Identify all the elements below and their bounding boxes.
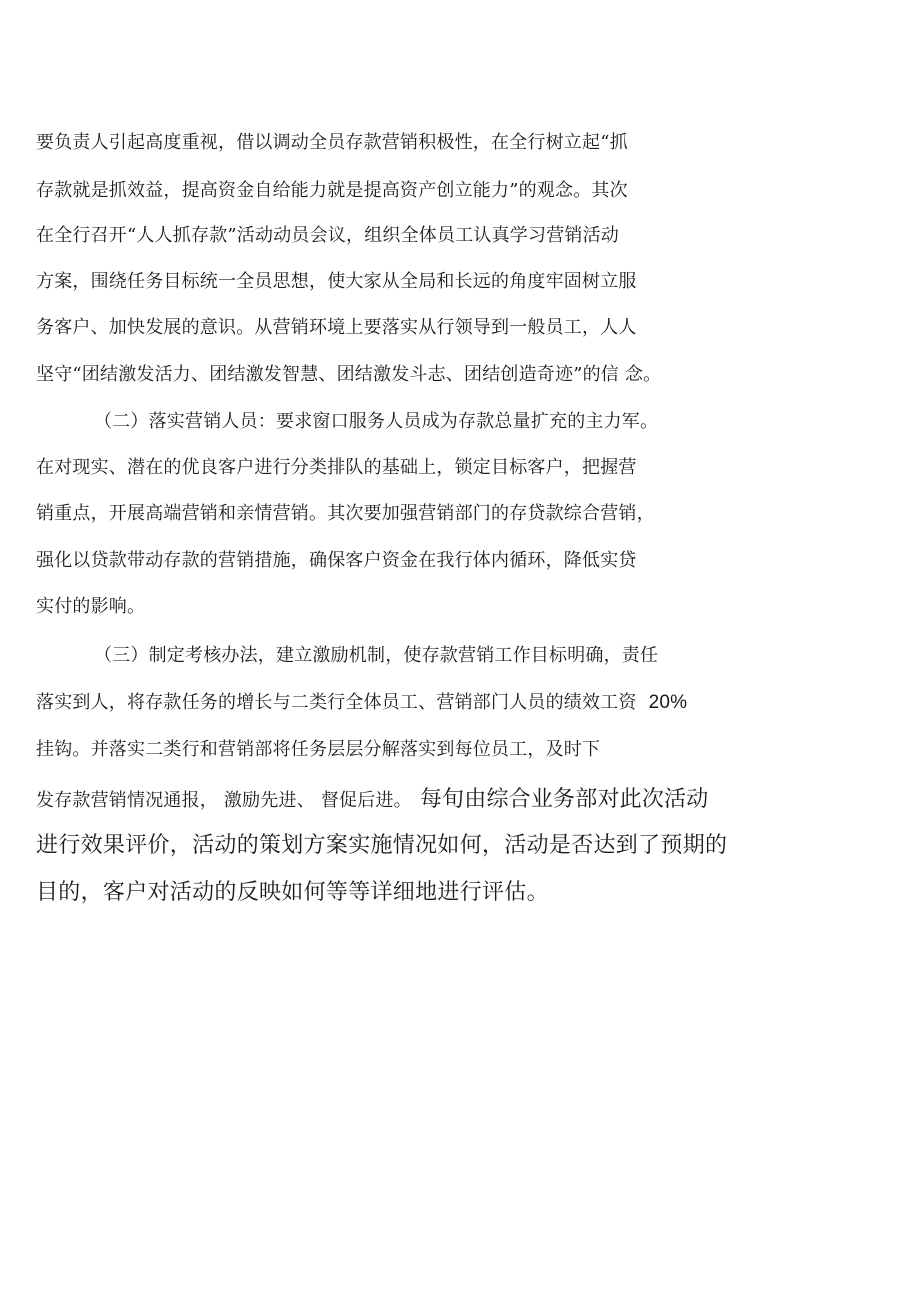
paragraph-1-line-3: 在全行召开“人人抓存款”活动动员会议，组织全体员工认真学习营销活动 (36, 225, 620, 246)
paragraph-3-line-3: 挂钩。并落实二类行和营销部将任务层层分解落实到每位员工，及时下 (36, 739, 601, 760)
paragraph-1-line-5: 务客户、加快发展的意识。从营销环境上要落实从行领导到一般员工，人人 (36, 317, 637, 338)
paragraph-3-line-2 (36, 691, 687, 715)
paragraph-1-line-1: 要负责人引起高度重视，借以调动全员存款营销积极性，在全行树立起“抓 (36, 132, 628, 153)
paragraph-2-line-2: 在对现实、潜在的优良客户进行分类排队的基础上，锁定目标客户，把握营 (36, 457, 637, 478)
paragraph-1-line-2: 存款就是抓效益，提高资金自给能力就是提高资产创立能力”的观念。其次 (36, 180, 628, 201)
paragraph-2-line-3: 销重点，开展高端营销和亲情营销。其次要加强营销部门的存贷款综合营销， (36, 503, 655, 524)
paragraph-3-line-4 (36, 788, 708, 813)
paragraph-2-line-4: 强化以贷款带动存款的营销措施，确保客户资金在我行体内循环，降低实贷 (36, 550, 637, 571)
percentage-value: 20% (648, 692, 688, 713)
paragraph-3-line-4a: 发存款营销情况通报， 激励先进、 督促后进。 (36, 790, 412, 811)
paragraph-3-line-6: 目的，客户对活动的反映如何等等详细地进行评估。 (36, 880, 549, 905)
paragraph-3-line-2-text: 落实到人，将存款任务的增长与二类行全体员工、营销部门人员的绩效工资 (36, 692, 637, 713)
paragraph-3-line-5: 进行效果评价，活动的策划方案实施情况如何，活动是否达到了预期的 (36, 833, 728, 858)
paragraph-2-line-1: （二）落实营销人员：要求窗口服务人员成为存款总量扩充的主力军。 (94, 411, 659, 432)
paragraph-3-line-1: （三）制定考核办法，建立激励机制，使存款营销工作目标明确，责任 (94, 645, 659, 666)
paragraph-3-line-4b: 每旬由综合业务部对此次活动 (419, 787, 709, 812)
paragraph-2-line-5: 实付的影响。 (36, 596, 146, 617)
paragraph-1-line-6: 坚守“团结激发活力、团结激发智慧、团结激发斗志、团结创造奇迹”的信 念。 (36, 364, 662, 385)
paragraph-1-line-4: 方案，围绕任务目标统一全员思想，使大家从全局和长远的角度牢固树立服 (36, 271, 637, 292)
